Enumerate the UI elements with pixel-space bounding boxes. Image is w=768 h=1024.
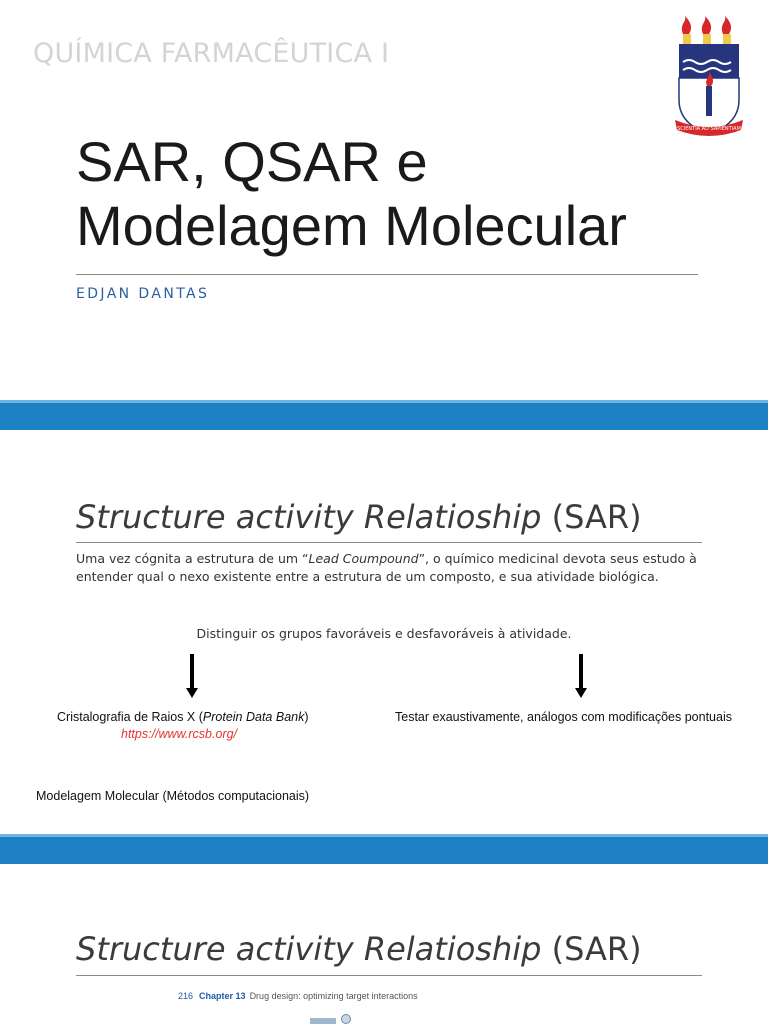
sar-title-divider-2 [76, 975, 702, 976]
page-number: 216 [178, 991, 194, 1001]
down-arrow-icon [186, 654, 198, 698]
sar-title-italic: Structure activity Relatioship [76, 930, 542, 968]
svg-text:SCIENTIA AD SAPIENTIAM: SCIENTIA AD SAPIENTIAM [677, 126, 741, 132]
chapter-title: Drug design: optimizing target interactions [249, 991, 418, 1001]
slide-separator-band [0, 834, 768, 864]
molecular-modeling-label: Modelagem Molecular (Métodos computacionais) [36, 789, 310, 803]
slide-separator-band [0, 400, 768, 430]
sar-slide-title [76, 498, 642, 536]
analog-testing-label: Testar exaustivamente, análogos com modificações pontuais [395, 710, 732, 724]
sar-title-suffix: (SAR) [541, 930, 642, 968]
rcsb-link[interactable]: https://www.rcsb.org/ [121, 727, 238, 741]
book-page-header [178, 991, 418, 1001]
down-arrow-icon [575, 654, 587, 698]
chapter-number: Chapter 13 [199, 991, 246, 1001]
sar-title-divider [76, 542, 702, 543]
university-crest-logo [673, 16, 745, 140]
slide-title [76, 130, 627, 258]
crystallography-text: Cristalografia de Raios X ( [57, 710, 203, 724]
book-figure-thumbnail [310, 1014, 360, 1024]
title-divider [76, 274, 698, 275]
title-slide [0, 0, 768, 400]
course-name: QUÍMICA FARMACÊUTICA I [33, 38, 390, 69]
title-line-1: SAR, QSAR e [76, 130, 428, 193]
sar-title-suffix: (SAR) [541, 498, 642, 536]
para-text-start: Uma vez cógnita a estrutura de um “ [76, 551, 309, 566]
protein-data-bank-term: Protein Data Bank [202, 710, 305, 724]
crystallography-close: ) [304, 710, 309, 724]
title-line-2: Modelagem Molecular [76, 194, 627, 257]
crystallography-label [57, 710, 309, 724]
sar-intro-paragraph [76, 550, 716, 586]
lead-compound-term: Lead Coumpound [308, 551, 419, 566]
sar-title-italic: Structure activity Relatioship [76, 498, 542, 536]
goal-statement: Distinguir os grupos favoráveis e desfavoráveis à atividade. [196, 626, 572, 641]
sar-slide-title-2 [76, 930, 642, 968]
author-name: EDJAN DANTAS [76, 286, 210, 302]
para-text-end: ”, o químico medicinal devota seus estudo à entender qual o nexo existente entre a estrutura de um composto, e sua atividade biológica. [76, 551, 697, 584]
